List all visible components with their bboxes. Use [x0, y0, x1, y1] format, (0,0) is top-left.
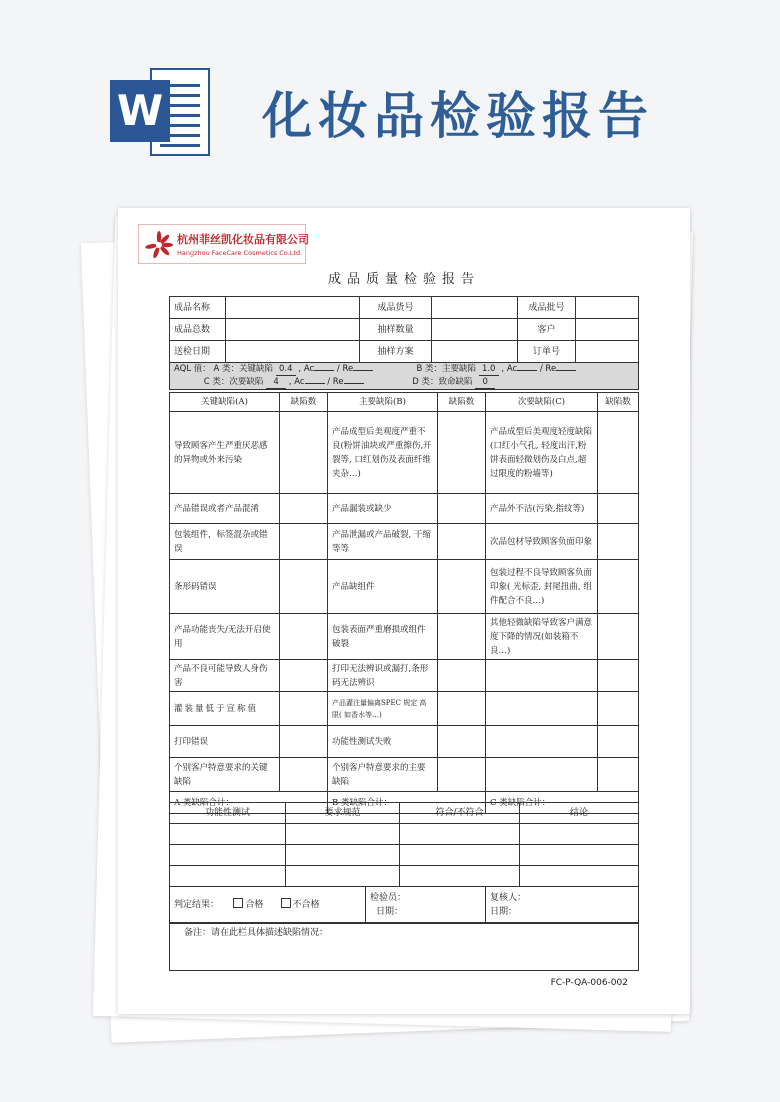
- banner: [0, 0, 780, 190]
- field-label: 送检日期: [170, 341, 226, 363]
- test-item-cell[interactable]: [170, 866, 286, 887]
- aql-a-label: A 类：关键缺陷: [213, 364, 274, 374]
- report-page: [118, 208, 690, 1014]
- inspector-label: 检验员：: [370, 893, 407, 903]
- defect-count-a[interactable]: [280, 560, 328, 614]
- report-title: 成品质量检验报告: [327, 272, 480, 287]
- table-row: [170, 614, 639, 660]
- defect-b: 产品缺组件: [328, 560, 438, 614]
- field-label: 抽样数量: [360, 319, 432, 341]
- verdict-table: [169, 886, 639, 924]
- aql-lead: AQL 值：: [174, 364, 211, 374]
- date-value[interactable]: [226, 341, 360, 363]
- aql-b-label: B 类：主要缺陷: [416, 364, 476, 374]
- company-name-en: Hangzhou FaceCare Cosmetics Co.Ltd.: [177, 249, 303, 257]
- product-no-value[interactable]: [432, 297, 518, 319]
- verdict-cell: [170, 887, 366, 924]
- defect-b: 功能性测试失败: [328, 726, 438, 758]
- table-row: [170, 660, 639, 692]
- fail-checkbox[interactable]: [281, 898, 291, 908]
- sample-qty-value[interactable]: [432, 319, 518, 341]
- aql-c-value: 4: [266, 376, 286, 389]
- column-header: 功能性测试: [170, 803, 286, 824]
- aql-re: / Re: [336, 364, 354, 374]
- defect-count-c[interactable]: [598, 692, 639, 726]
- table-row: [170, 758, 639, 792]
- defect-count-b[interactable]: [438, 494, 486, 524]
- defect-c: 其他轻微缺陷导致客户满意度下降的情况(如装箱不良…): [486, 614, 598, 660]
- product-info-table: [169, 296, 639, 363]
- spec-cell[interactable]: [286, 845, 400, 866]
- function-test-header-row: [170, 803, 639, 824]
- sample-plan-value[interactable]: [432, 341, 518, 363]
- column-header: 结论: [520, 803, 639, 824]
- conform-cell[interactable]: [400, 866, 520, 887]
- defect-count-b[interactable]: [438, 660, 486, 692]
- column-header: 要求规范: [286, 803, 400, 824]
- company-flower-icon: [145, 231, 173, 259]
- function-test-table: [169, 802, 639, 887]
- defect-count-a[interactable]: [280, 614, 328, 660]
- defect-count-a[interactable]: [280, 524, 328, 560]
- defect-count-b[interactable]: [438, 560, 486, 614]
- order-no-value[interactable]: [576, 341, 639, 363]
- defect-a: 包装组件，标签混杂或错误: [170, 524, 280, 560]
- total-b-label: B 类缺陷合计：: [328, 792, 486, 814]
- table-row: [170, 524, 639, 560]
- word-letter: W: [110, 80, 170, 142]
- aql-row: [169, 362, 639, 390]
- field-label: 成品货号: [360, 297, 432, 319]
- fail-label: 不合格: [292, 900, 320, 910]
- defect-b: 产品漏装或缺少: [328, 494, 438, 524]
- reviewer-date-label: 日期：: [490, 907, 518, 917]
- table-row: [170, 297, 639, 319]
- column-header: 符合/不符合: [400, 803, 520, 824]
- defect-b: 包装表面严重磨损或组件破裂: [328, 614, 438, 660]
- word-app-icon: [110, 68, 210, 156]
- reviewer-cell[interactable]: [486, 887, 639, 924]
- defect-a: 灌装量低于宣称值: [170, 692, 280, 726]
- conclusion-cell[interactable]: [520, 845, 639, 866]
- defect-count-c[interactable]: [598, 412, 639, 494]
- defect-count-b[interactable]: [438, 614, 486, 660]
- defect-c: [486, 758, 598, 792]
- field-label: 成品批号: [518, 297, 576, 319]
- defect-c: 次品包材导致顾客负面印象: [486, 524, 598, 560]
- table-row: [170, 319, 639, 341]
- conclusion-cell[interactable]: [520, 866, 639, 887]
- aql-d-value: 0: [475, 376, 495, 389]
- defect-b: 打印无法辨识或漏打,条形码无法辨识: [328, 660, 438, 692]
- field-label: 客户: [518, 319, 576, 341]
- table-row: [170, 824, 639, 845]
- field-label: 抽样方案: [360, 341, 432, 363]
- defect-c: 产品外不洁(污染,指纹等): [486, 494, 598, 524]
- defect-c: [486, 660, 598, 692]
- test-item-cell[interactable]: [170, 845, 286, 866]
- aql-cell: AQL 值： A 类：关键缺陷 0.4 , Ac / Re B 类：主要缺陷 1.0 , Ac / Re C 类：次要缺陷 4 , Ac / Re D 类：致命缺陷 0: [170, 363, 639, 390]
- defect-count-b[interactable]: [438, 758, 486, 792]
- conclusion-cell[interactable]: [520, 824, 639, 845]
- defect-count-a[interactable]: [280, 412, 328, 494]
- defect-a: 产品错误或者产品混淆: [170, 494, 280, 524]
- aql-ac: Ac: [294, 377, 305, 387]
- pass-checkbox[interactable]: [233, 898, 243, 908]
- defect-c: [486, 726, 598, 758]
- defect-count-a[interactable]: [280, 726, 328, 758]
- table-row: [170, 412, 639, 494]
- defect-count-b[interactable]: [438, 524, 486, 560]
- defect-a: 导致顾客产生严重厌恶感的异物或外来污染: [170, 412, 280, 494]
- column-header: 主要缺陷(B): [328, 393, 438, 412]
- defect-b: 个别客户特意要求的主要缺陷: [328, 758, 438, 792]
- defect-count-c[interactable]: [598, 726, 639, 758]
- total-a-label: A 类缺陷合计：: [170, 792, 328, 814]
- total-value[interactable]: [226, 319, 360, 341]
- defect-c: 包装过程不良导致顾客负面 印象( 光标歪, 封尾扭曲, 组件配合不良…): [486, 560, 598, 614]
- pass-label: 合格: [245, 900, 264, 910]
- column-header: 关键缺陷(A): [170, 393, 280, 412]
- aql-b-value: 1.0: [479, 363, 499, 376]
- defect-a: 产品不良可能导致人身伤害: [170, 660, 280, 692]
- table-row: [170, 887, 639, 924]
- conform-cell[interactable]: [400, 845, 520, 866]
- company-name-cn: 杭州菲丝凯化妆品有限公司: [177, 233, 309, 246]
- aql-ac: Ac: [303, 364, 315, 374]
- conform-cell[interactable]: [400, 824, 520, 845]
- defect-a: 条形码错误: [170, 560, 280, 614]
- column-header: 缺陷数: [280, 393, 328, 412]
- defect-count-c[interactable]: [598, 560, 639, 614]
- table-row: [170, 692, 639, 726]
- product-name-value[interactable]: [226, 297, 360, 319]
- aql-ac: Ac: [506, 364, 518, 374]
- defect-count-c[interactable]: [598, 494, 639, 524]
- aql-c-label: C 类：次要缺陷: [203, 377, 264, 387]
- defect-c: 产品成型后美观度轻度缺陷(口红小气孔, 轻度出汗,粉饼表面轻微划伤及白点,超过限度的粉墙等): [486, 412, 598, 494]
- spec-cell[interactable]: [286, 866, 400, 887]
- aql-d-label: D 类：致命缺陷: [412, 377, 473, 387]
- defect-count-c[interactable]: [598, 614, 639, 660]
- table-row: [170, 560, 639, 614]
- defect-count-b[interactable]: [438, 412, 486, 494]
- batch-no-value[interactable]: [576, 297, 639, 319]
- defects-header-row: [170, 393, 639, 412]
- defect-a: 个别客户特意要求的关键缺陷: [170, 758, 280, 792]
- table-row: [170, 845, 639, 866]
- defect-c: [486, 692, 598, 726]
- defect-count-a[interactable]: [280, 692, 328, 726]
- defect-count-c[interactable]: [598, 660, 639, 692]
- defect-count-c[interactable]: [598, 524, 639, 560]
- defect-b: 产品成型后美观度严重不良(粉饼油块或严重擦伤,开裂等, 口红划伤及表面纤维夹杂…): [328, 412, 438, 494]
- field-label: 成品名称: [170, 297, 226, 319]
- table-row: [170, 341, 639, 363]
- column-header: 次要缺陷(C): [486, 393, 598, 412]
- defect-a: 产品功能丧失/无法开启使用: [170, 614, 280, 660]
- reviewer-label: 复核人：: [490, 893, 527, 903]
- total-c-label: C 类缺陷合计：: [486, 792, 639, 814]
- defect-count-a[interactable]: [280, 660, 328, 692]
- defect-b: 产品泄漏或产品破裂, 干缩等等: [328, 524, 438, 560]
- defect-count-c[interactable]: [598, 758, 639, 792]
- inspector-date-label: 日期：: [376, 907, 404, 917]
- banner-title: 化妆品检验报告: [262, 87, 654, 145]
- inspector-cell[interactable]: [366, 887, 486, 924]
- customer-value[interactable]: [576, 319, 639, 341]
- company-logo: [138, 224, 309, 264]
- spec-cell[interactable]: [286, 824, 400, 845]
- field-label: 成品总数: [170, 319, 226, 341]
- defect-count-a[interactable]: [280, 758, 328, 792]
- defect-a: 打印错误: [170, 726, 280, 758]
- defect-count-b[interactable]: [438, 726, 486, 758]
- field-label: 订单号: [518, 341, 576, 363]
- document-number: FC-P-QA-006-002: [550, 978, 628, 988]
- defects-table: [169, 392, 639, 814]
- column-header: 缺陷数: [598, 393, 639, 412]
- aql-re: / Re: [327, 377, 344, 387]
- remark-table: [169, 922, 639, 971]
- table-row: [170, 923, 639, 971]
- defect-count-a[interactable]: [280, 494, 328, 524]
- defect-b: 产品灌注量偏离SPEC 规定 高限( 如香水等…): [328, 692, 438, 726]
- remark-cell[interactable]: 备注：请在此栏具体描述缺陷情况：: [170, 923, 639, 971]
- defect-count-b[interactable]: [438, 692, 486, 726]
- aql-re: / Re: [539, 364, 557, 374]
- column-header: 缺陷数: [438, 393, 486, 412]
- verdict-label: 判定结果：: [174, 900, 220, 910]
- table-row: [170, 866, 639, 887]
- table-row: [170, 726, 639, 758]
- table-row: [170, 494, 639, 524]
- test-item-cell[interactable]: [170, 824, 286, 845]
- aql-a-value: 0.4: [276, 363, 296, 376]
